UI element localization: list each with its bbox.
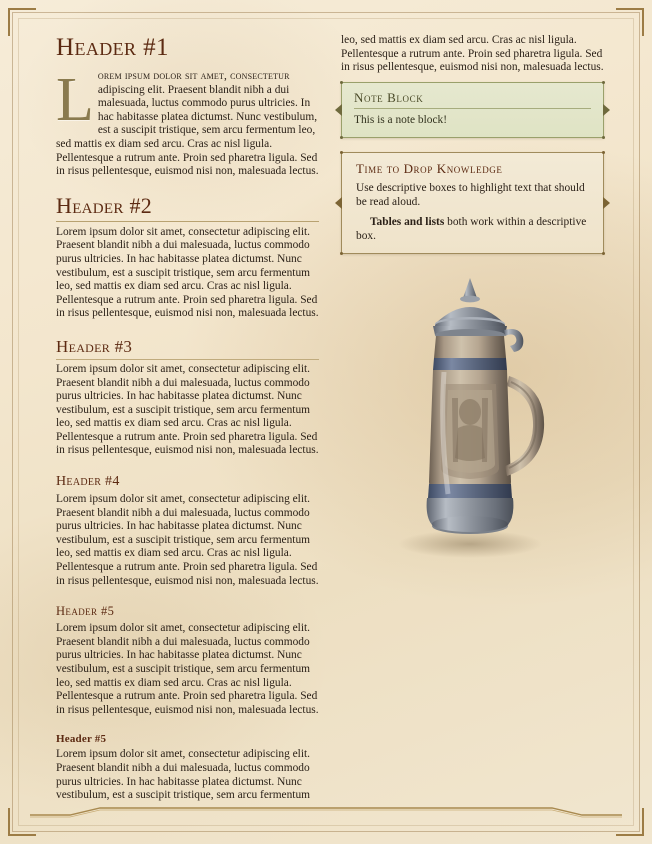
lead-smallcaps: orem ipsum dolor sit amet, consectetur [97,70,290,82]
heading-6: Header #5 [56,733,107,746]
heading-6-body: Lorem ipsum dolor sit amet, consectetur adipiscing elit. Praesent blandit nibh a dui malesuada, luctus commodo purus ultricies. In hac habitasse platea dictumst. Nunc vestibulum, est a suscipit tristique, sem arcu fermentum [56,748,311,802]
page-title: Header #1 [56,34,169,61]
corner-ornament-bottom-right [616,808,644,836]
heading-4-body: Lorem ipsum dolor sit amet, consectetur adipiscing elit. Praesent blandit nibh a dui malesuada, luctus commodo purus ultricies. In hac habitasse platea dictumst. Nunc vestibulum, est a suscipit tristique, sem arcu fermentum leo, sed mattis ex diam sed arcu. Cras ac nisl ligula. Pellentesque a rutrum ante. Proin sed pharetra ligula. Sed in risus pellentesque, euismod nisi non, malesuada lectus. [56,493,319,587]
note-block [341,82,604,138]
lead-paragraph [56,66,319,179]
left-column [56,34,319,810]
note-left-notch-icon [335,104,342,116]
continued-paragraph: leo, sed mattis ex diam sed arcu. Cras ac nisl ligula. Pellentesque a rutrum ante. Proin sed pharetra ligula. Sed in risus pellentesque, euismod nisi non, malesuada lectus. [341,34,604,74]
illustration-container [341,272,604,572]
note-block-title: Note Block [354,90,591,109]
heading-5: Header #5 [56,604,115,619]
two-column-layout [56,34,604,810]
lead-paragraph-text [56,66,319,179]
descbox-left-notch-icon [335,197,342,209]
lead-rest: adipiscing elit. Praesent blandit nibh a dui malesuada, luctus commodo purus ultricies. In hac habitasse platea dictumst. Nunc vestibulum, est a suscipit tristique, sem arcu fermentum leo, sed mattis ex diam sed arcu. Cras ac nisl ligula. Pellentesque a rutrum ante. Proin sed pharetra ligula. Sed in risus pellentesque, euismod nisi non, malesuada lectus. [56,83,319,178]
descriptive-box-bold-lead: Tables and lists [370,215,445,228]
descbox-corner-dot [602,252,605,255]
note-corner-dot [340,81,343,84]
heading-4: Header #4 [56,474,120,490]
heading-2-body: Lorem ipsum dolor sit amet, consectetur adipiscing elit. Praesent blandit nibh a dui malesuada, luctus commodo purus ultricies. In hac habitasse platea dictumst. Nunc vestibulum, est a suscipit tristique, sem arcu fermentum leo, sed mattis ex diam sed arcu. Cras ac nisl ligula. Pellentesque a rutrum ante. Proin sed pharetra ligula. Sed in risus pellentesque, euismod nisi non, malesuada lectus. [56,225,319,320]
note-corner-dot [340,136,343,139]
right-column [341,34,604,810]
descbox-corner-dot [602,151,605,154]
descriptive-box-title: Time to Drop Knowledge [356,160,503,176]
corner-ornament-top-left [8,8,36,36]
heading-5-body: Lorem ipsum dolor sit amet, consectetur adipiscing elit. Praesent blandit nibh a dui malesuada, luctus commodo purus ultricies. In hac habitasse platea dictumst. Nunc vestibulum, est a suscipit tristique, sem arcu fermentum leo, sed mattis ex diam sed arcu. Cras ac nisl ligula. Pellentesque a rutrum ante. Proin sed pharetra ligula. Sed in risus pellentesque, euismod nisi non, malesuada lectus. [56,622,319,716]
descriptive-box-text: Use descriptive boxes to highlight text that should be read aloud. [356,181,585,208]
descbox-right-notch-icon [603,197,610,209]
descriptive-box-text-2 [356,215,589,243]
note-right-notch-icon [603,104,610,116]
heading-3: Header #3 [56,337,319,360]
descriptive-box-text-2-rest: both work within a descriptive box. [356,215,587,242]
beer-stein-illustration [378,272,568,562]
page-content [56,34,604,810]
drop-cap: L [56,66,94,134]
corner-ornament-top-right [616,8,644,36]
corner-ornament-bottom-left [8,808,36,836]
note-block-text: This is a note block! [354,113,448,126]
descbox-corner-dot [340,151,343,154]
descriptive-box [341,152,604,254]
note-corner-dot [602,81,605,84]
heading-3-body: Lorem ipsum dolor sit amet, consectetur adipiscing elit. Praesent blandit nibh a dui malesuada, luctus commodo purus ultricies. In hac habitasse platea dictumst. Nunc vestibulum, est a suscipit tristique, sem arcu fermentum leo, sed mattis ex diam sed arcu. Cras ac nisl ligula. Pellentesque a rutrum ante. Proin sed pharetra ligula. Sed in risus pellentesque, euismod nisi non, malesuada lectus. [56,362,319,457]
heading-2: Header #2 [56,193,319,222]
descbox-corner-dot [340,252,343,255]
note-corner-dot [602,136,605,139]
